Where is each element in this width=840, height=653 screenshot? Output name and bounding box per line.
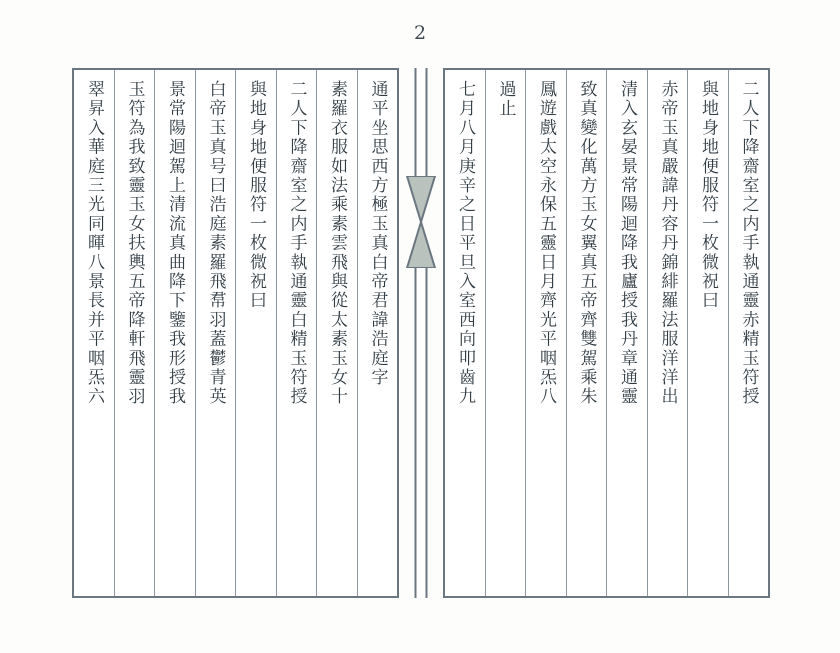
folio-number: 2 — [413, 22, 427, 44]
text-column — [647, 70, 688, 596]
column-text: 素羅衣服如法乘素雲飛與從太素玉女十 — [326, 80, 347, 407]
text-column — [566, 70, 607, 596]
column-text: 玉符為我致靈玉女扶輿五帝降軒飛靈羽 — [124, 80, 145, 407]
text-column — [687, 70, 728, 596]
column-text: 赤帝玉真嚴諱丹容丹錦緋羅法服洋洋出 — [657, 80, 678, 407]
column-text: 鳳遊戲太空永保五靈日月齊光平咽炁八 — [535, 80, 556, 407]
column-text: 翠昇入華庭三光同暉八景長并平咽炁六 — [83, 80, 104, 407]
text-column — [606, 70, 647, 596]
column-text: 清入玄晏景常陽迴降我廬授我丹章通靈 — [616, 80, 637, 407]
column-text: 景常陽迴駕上清流真曲降下鑒我形授我 — [164, 80, 185, 407]
text-column — [235, 70, 276, 596]
column-text: 致真變化萬方玉女翼真五帝齊雙駕乘朱 — [576, 80, 597, 407]
text-column — [525, 70, 566, 596]
left-page-text-block — [72, 68, 399, 598]
text-column — [276, 70, 317, 596]
column-text: 與地身地便服符一枚微祝曰 — [245, 80, 266, 311]
gutter-bar-top — [415, 68, 428, 178]
text-column — [728, 70, 769, 596]
text-column — [357, 70, 398, 596]
column-text: 通平坐思西方極玉真白帝君諱浩庭字 — [367, 80, 388, 388]
column-text: 七月八月庚辛之日平旦入室西向叩齒九 — [454, 80, 475, 407]
right-page-text-block — [443, 68, 770, 598]
column-text: 白帝玉真号曰浩庭素羅飛帬羽蓋鬱青英 — [205, 80, 226, 407]
text-column — [485, 70, 526, 596]
text-column — [195, 70, 236, 596]
text-column — [316, 70, 357, 596]
gutter-bar-bottom — [415, 268, 428, 598]
text-column — [74, 70, 114, 596]
page-gutter — [399, 68, 443, 598]
gutter-ornament — [399, 176, 443, 268]
text-column — [154, 70, 195, 596]
text-column — [114, 70, 155, 596]
column-text: 二人下降齋室之内手執通靈赤精玉符授 — [738, 80, 759, 407]
column-text: 過止 — [495, 80, 516, 119]
text-column — [445, 70, 485, 596]
column-text: 二人下降齋室之内手執通靈白精玉符授 — [286, 80, 307, 407]
column-text: 與地身地便服符一枚微祝曰 — [697, 80, 718, 311]
